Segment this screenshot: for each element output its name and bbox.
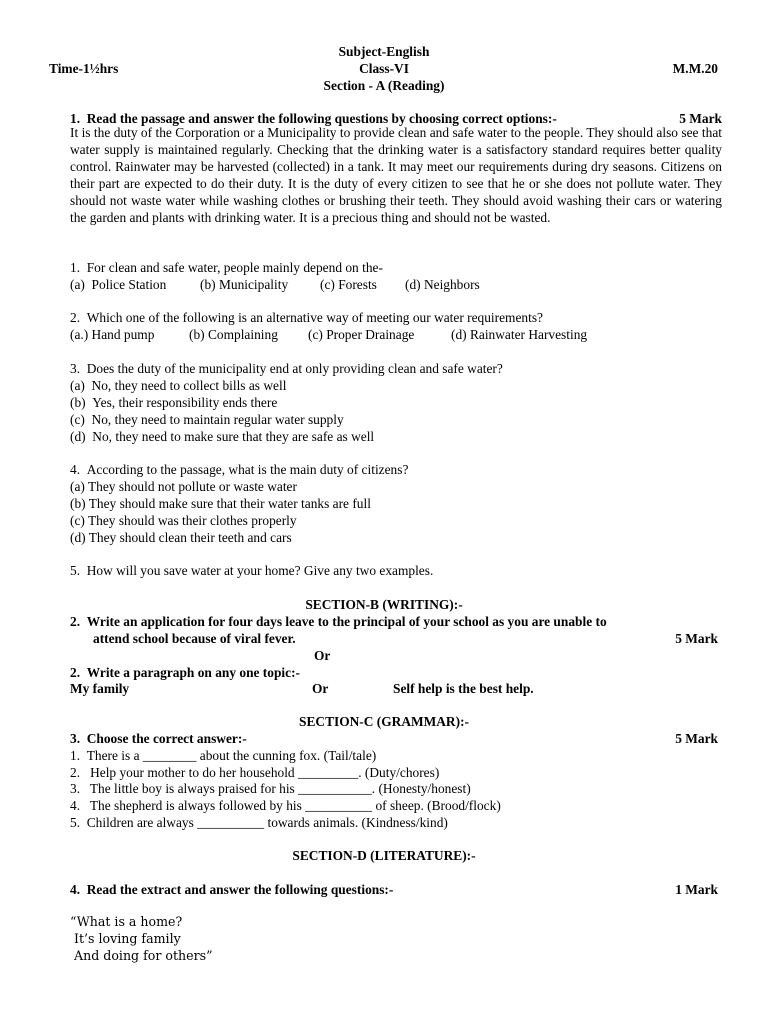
class-label: Class-VI <box>359 61 409 76</box>
subject-heading: Subject-English <box>338 44 430 59</box>
q3-heading <box>70 730 720 747</box>
extract-line-2: It’s loving family <box>70 931 181 946</box>
q2a-line2 <box>70 630 720 647</box>
max-marks-label: M.M.20 <box>672 61 718 76</box>
option: (c) Forests <box>320 277 377 292</box>
option: (d) Neighbors <box>405 277 480 292</box>
q2-marks: 5 Mark <box>675 631 718 646</box>
question-2: 2. Which one of the following is an alternative way of meeting our water requirements? <box>70 310 543 325</box>
question-3-option-d: (d) No, they need to make sure that they are safe as well <box>70 429 375 444</box>
question-2-options <box>70 326 720 343</box>
q4-heading <box>70 881 720 898</box>
topic-2: Self help is the best help. <box>393 681 534 696</box>
question-4-option-a: (a) They should not pollute or waste water <box>70 479 297 494</box>
extract-line-3: And doing for others” <box>70 948 213 963</box>
question-3: 3. Does the duty of the municipality end at only providing clean and safe water? <box>70 361 503 376</box>
grammar-item-2: 2. Help your mother to do her household _________. (Duty/chores) <box>70 765 440 780</box>
extract-line-1: “What is a home? <box>70 914 183 929</box>
q2-or: Or <box>314 648 331 663</box>
section-a-title: Section - A (Reading) <box>323 78 445 93</box>
option: (c) Proper Drainage <box>308 327 415 342</box>
q4-marks: 1 Mark <box>675 882 718 897</box>
section-c-title: SECTION-C (GRAMMAR):- <box>299 714 469 729</box>
question-3-option-c: (c) No, they need to maintain regular water supply <box>70 412 344 427</box>
reading-passage: It is the duty of the Corporation or a Municipality to provide clean and safe water to the people. They should also see that water supply is maintained regularly. Checking that the drinking water is a satisfactory standard requires better quality control. Rainwater may be harvested (collected) in a tank. It may meet our requirements during dry seasons. Citizens on their part are expected to do their duty. It is the duty of every citizen to see that he or she does not pollute water. They should not waste water while washing clothes or brushing their teeth. They should avoid washing their cars or watering the garden and plants with drinking water. It is a precious thing and should not be wasted. <box>70 125 722 225</box>
option: (b) Municipality <box>200 277 289 292</box>
section-b-title: SECTION-B (WRITING):- <box>305 597 463 612</box>
question-1-options <box>70 276 720 293</box>
option: (d) Rainwater Harvesting <box>451 327 588 342</box>
topic-or: Or <box>312 681 329 696</box>
q1-title: 1. Read the passage and answer the following questions by choosing correct options:- <box>70 111 557 126</box>
option: (b) Complaining <box>189 327 278 342</box>
question-4-option-c: (c) They should was their clothes properly <box>70 513 297 528</box>
question-3-option-a: (a) No, they need to collect bills as well <box>70 378 287 393</box>
question-5: 5. How will you save water at your home? Give any two examples. <box>70 563 434 578</box>
section-d-title: SECTION-D (LITERATURE):- <box>292 848 476 863</box>
question-4-option-b: (b) They should make sure that their water tanks are full <box>70 496 371 511</box>
question-4-option-d: (d) They should clean their teeth and cars <box>70 530 292 545</box>
q2a-line1: 2. Write an application for four days leave to the principal of your school as you are unable to <box>70 614 607 629</box>
q2b-title: 2. Write a paragraph on any one topic:- <box>70 665 300 680</box>
time-label: Time-1½hrs <box>49 61 119 76</box>
question-4: 4. According to the passage, what is the main duty of citizens? <box>70 462 409 477</box>
q4-title: 4. Read the extract and answer the following questions:- <box>70 882 394 897</box>
grammar-item-5: 5. Children are always __________ towards animals. (Kindness/kind) <box>70 815 448 830</box>
option: (a) Police Station <box>70 277 167 292</box>
question-1: 1. For clean and safe water, people mainly depend on the- <box>70 260 383 275</box>
question-3-option-b: (b) Yes, their responsibility ends there <box>70 395 278 410</box>
q3-marks: 5 Mark <box>675 731 718 746</box>
q3-title: 3. Choose the correct answer:- <box>70 731 247 746</box>
topic-1: My family <box>70 681 130 696</box>
option: (a.) Hand pump <box>70 327 155 342</box>
q2a-line2-text: attend school because of viral fever. <box>93 631 296 646</box>
grammar-item-3: 3. The little boy is always praised for his ___________. (Honesty/honest) <box>70 781 471 796</box>
q1-marks: 5 Mark <box>679 111 722 126</box>
grammar-item-1: 1. There is a ________ about the cunning fox. (Tail/tale) <box>70 748 377 763</box>
grammar-item-4: 4. The shepherd is always followed by his __________ of sheep. (Brood/flock) <box>70 798 501 813</box>
